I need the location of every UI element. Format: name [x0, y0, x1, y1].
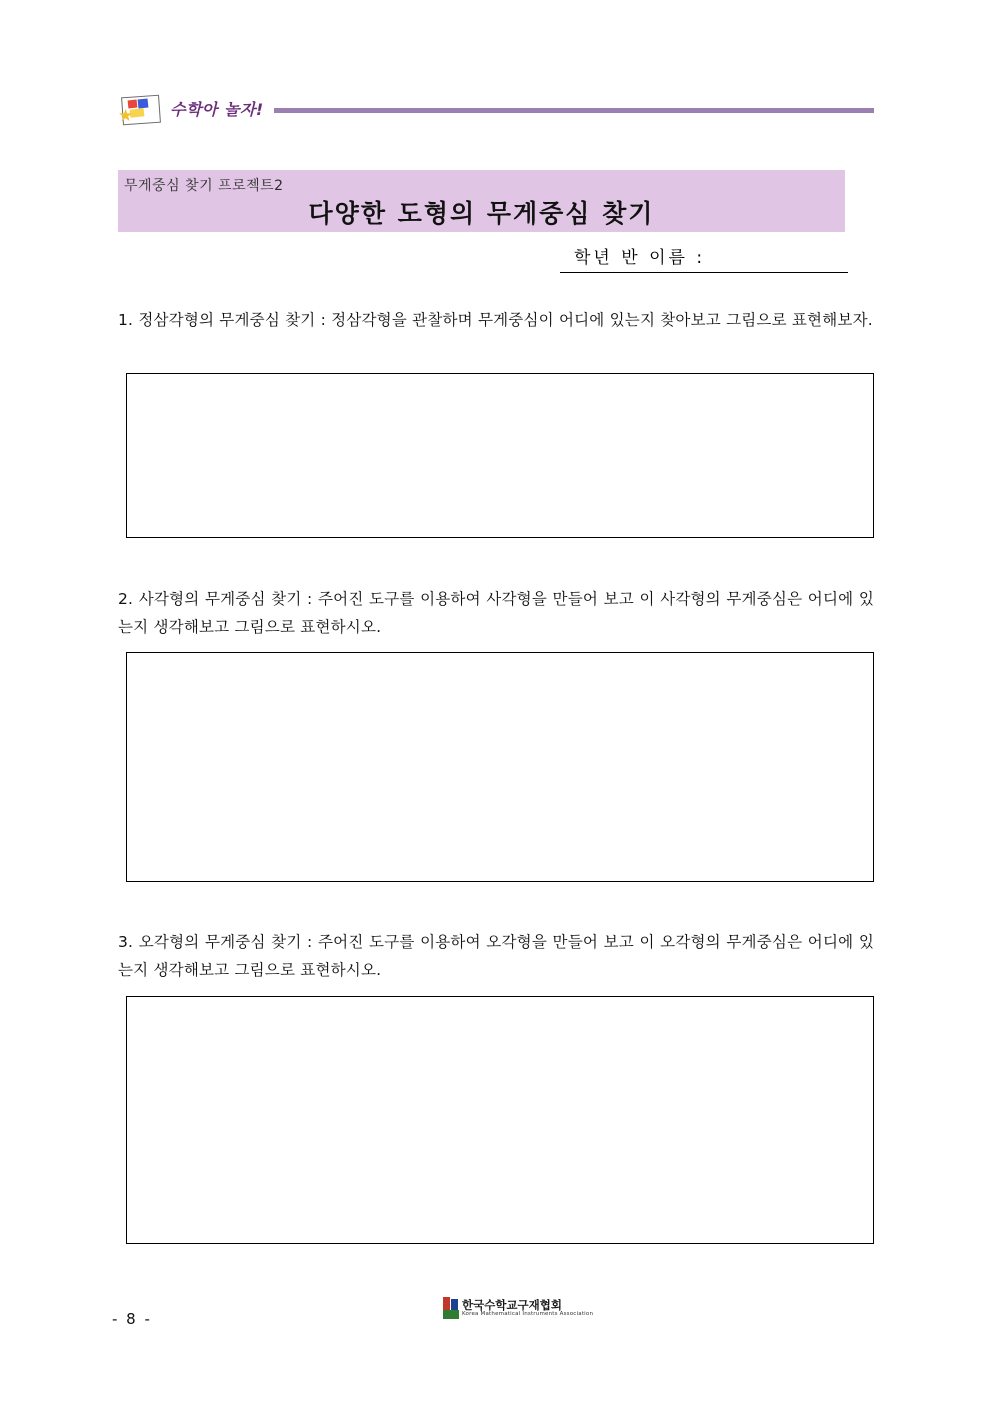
org-name-en: Korea Mathematical Instruments Association — [462, 1311, 594, 1317]
organization-logo — [443, 1297, 594, 1325]
org-mark-icon — [443, 1297, 459, 1319]
project-tag: 무게중심 찾기 프로젝트2 — [124, 178, 284, 194]
org-name: 한국수학교구재협회 — [462, 1298, 562, 1312]
header-logo-text: 수학아 놀자! — [170, 100, 264, 119]
question-3-text: 3. 오각형의 무게중심 찾기 : 주어진 도구를 이용하여 오각형을 만들어 보고 이 오각형의 무게중심은 어디에 있는지 생각해보고 그림으로 표현하시오. — [118, 933, 874, 979]
header-divider — [274, 108, 874, 113]
title-band — [118, 170, 845, 232]
student-info-line — [560, 240, 848, 273]
page-title: 다양한 도형의 무게중심 찾기 — [308, 199, 655, 228]
question-1-answer-box[interactable] — [126, 373, 874, 538]
question-2-answer-box[interactable] — [126, 652, 874, 882]
math-playbook-icon: ★ — [118, 94, 163, 127]
page-header — [118, 88, 874, 138]
page-number: - 8 - — [112, 1310, 152, 1328]
question-2-text: 2. 사각형의 무게중심 찾기 : 주어진 도구를 이용하여 사각형을 만들어 보고 이 사각형의 무게중심은 어디에 있는지 생각해보고 그림으로 표현하시오. — [118, 590, 874, 636]
question-3-answer-box[interactable] — [126, 996, 874, 1244]
question-1-text: 1. 정삼각형의 무게중심 찾기 : 정삼각형을 관찰하며 무게중심이 어디에 있는지 찾아보고 그림으로 표현해보자. — [118, 311, 873, 329]
student-info-label: 학년 반 이름 : — [574, 248, 706, 268]
